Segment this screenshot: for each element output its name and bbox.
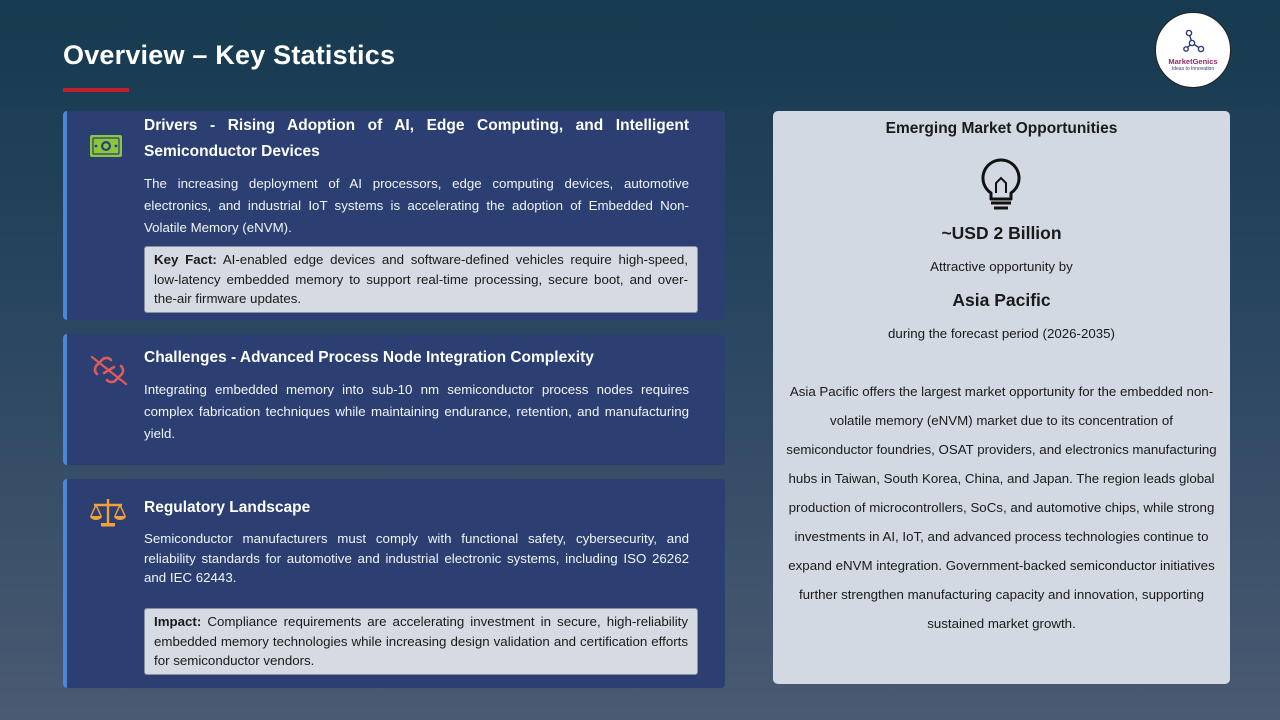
challenges-text: Integrating embedded memory into sub-10 nm semiconductor process nodes requires complex fabrication techniques while maintaining endurance, retention, and manufacturing yield. [144, 382, 689, 441]
logo-name: MarketGenics [1168, 56, 1218, 66]
drivers-text: The increasing deployment of AI processors, edge computing devices, automotive electronics, and industrial IoT systems is accelerating the adoption of Embedded Non-Volatile Memory (eNVM). [144, 176, 689, 235]
opportunity-heading: Emerging Market Opportunities [885, 120, 1118, 137]
drivers-card [63, 111, 725, 320]
key-fact-text: AI-enabled edge devices and software-defined vehicles require high-speed, low-latency embedded memory to support real-time processing, secure boot, and over-the-air firmware updates. [154, 252, 688, 306]
title-underline [63, 88, 129, 92]
page-title: Overview – Key Statistics [63, 40, 396, 70]
regulatory-title: Regulatory Landscape [144, 499, 311, 516]
network-icon [1180, 29, 1206, 55]
money-icon [89, 133, 123, 159]
forecast-period: during the forecast period (2026-2035) [888, 326, 1115, 341]
regulatory-card [63, 479, 725, 688]
lightbulb-icon [978, 157, 1024, 211]
drivers-title: Drivers - Rising Adoption of AI, Edge Computing, and Intelligent Semiconductor Devices [144, 117, 689, 160]
key-fact-box [144, 246, 698, 313]
opportunity-description: Asia Pacific offers the largest market opportunity for the embedded non-volatile memory (eNVM) market due to its concentration of semiconductor foundries, OSAT providers, and electronics manufacturing hubs in Taiwan, South Korea, China, and Japan. The region leads global production of microcontrollers, SoCs, and automotive chips, while strong investments in AI, IoT, and advanced process technologies continue to expand eNVM integration. Government-backed semiconductor initiatives further strengthen manufacturing capacity and innovation, supporting sustained market growth. [786, 384, 1217, 631]
impact-text: Compliance requirements are accelerating investment in secure, high-reliability embedded memory technologies while increasing design validation and certification efforts for semiconductor vendors. [154, 614, 688, 668]
logo-tagline: Ideas to Innovation [1171, 65, 1215, 72]
opportunity-sub: Attractive opportunity by [930, 259, 1073, 274]
impact-box [144, 608, 698, 675]
opportunity-value: ~USD 2 Billion [941, 223, 1062, 243]
key-fact-label: Key Fact: [154, 252, 217, 267]
challenges-title: Challenges - Advanced Process Node Integration Complexity [144, 349, 594, 366]
broken-link-icon [89, 354, 129, 386]
scales-icon [89, 497, 127, 529]
opportunity-region: Asia Pacific [952, 290, 1051, 310]
impact-label: Impact: [154, 614, 202, 629]
opportunity-panel [773, 111, 1230, 684]
regulatory-text: Semiconductor manufacturers must comply with functional safety, cybersecurity, and reliability standards for automotive and industrial electronic systems, including ISO 26262 and IEC 62443. [144, 531, 689, 585]
challenges-card [63, 334, 725, 465]
company-logo [1155, 12, 1231, 88]
